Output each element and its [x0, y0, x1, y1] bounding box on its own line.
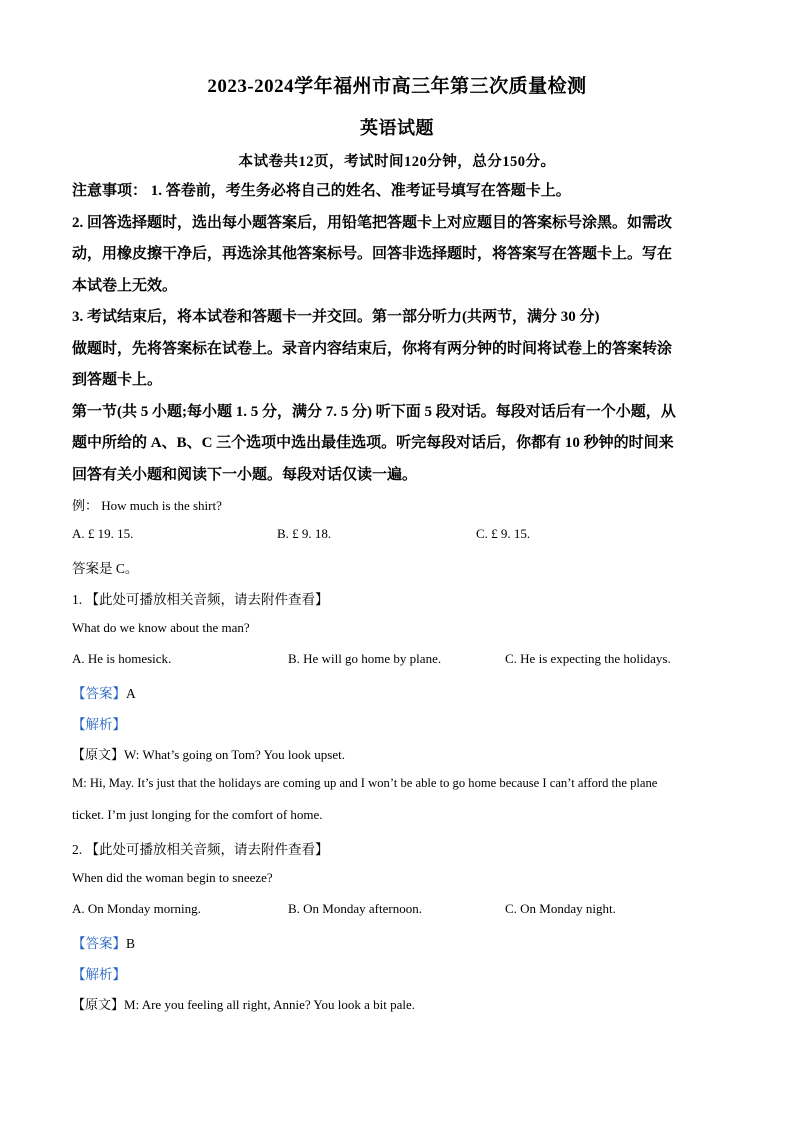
example-option-c: C. £ 9. 15. — [476, 526, 531, 541]
instruction-line: 3. 考试结束后，将本试卷和答题卡一并交回。第一部分听力(共两节，满分 30 分) — [72, 309, 600, 325]
q1-option-a: A. He is homesick. — [72, 651, 172, 666]
q1-analysis-label: 【解析】 — [72, 717, 126, 732]
instruction-line: 到答题卡上。 — [72, 372, 163, 388]
q2-audio-note: 2. 【此处可播放相关音频，请去附件查看】 — [72, 842, 329, 857]
instructions — [72, 176, 726, 491]
transcript-text: M: Are you feeling all right, Annie? You look a bit pale. — [124, 997, 416, 1012]
q1-transcript-2: M: Hi, May. It’s just that the holidays are coming up and I won’t be able to go home because I can’t afford the plane — [72, 776, 658, 790]
q2-option-b: B. On Monday afternoon. — [288, 901, 422, 916]
transcript-text: W: What’s going on Tom? You look upset. — [124, 747, 345, 762]
page-subtitle: 英语试题 — [360, 118, 434, 138]
instruction-line: 2. 回答选择题时，选出每小题答案后，用铅笔把答题卡上对应题目的答案标号涂黑。如需改 — [72, 214, 673, 231]
example-option-b: B. £ 9. 18. — [277, 526, 332, 541]
q1-transcript-1 — [72, 744, 345, 763]
instruction-line: 动，用橡皮擦干净后，再选涂其他答案标号。回答非选择题时，将答案写在答题卡上。写在 — [72, 246, 673, 262]
instruction-line: 做题时，先将答案标在试卷上。录音内容结束后，你将有两分钟的时间将试卷上的答案转涂 — [72, 340, 673, 357]
transcript-label: 【原文】 — [72, 997, 125, 1012]
instruction-line: 注意事项： 1. 答卷前，考生务必将自己的姓名、准考证号填写在答题卡上。 — [72, 183, 571, 199]
instruction-line: 题中所给的 A、B、C 三个选项中选出最佳选项。听完每段对话后，你都有 10 秒钟的时间来 — [72, 435, 674, 451]
answer-label: 【答案】 — [72, 936, 126, 951]
exam-info: 本试卷共12页，考试时间120分钟，总分150分。 — [238, 154, 556, 170]
q2-analysis-label: 【解析】 — [72, 967, 126, 982]
page-title: 2023-2024学年福州市高三年第三次质量检测 — [207, 76, 587, 97]
q2-option-c: C. On Monday night. — [505, 901, 616, 916]
q1-transcript-3: ticket. I’m just longing for the comfort of home. — [72, 807, 323, 822]
example-question: 例： How much is the shirt? — [72, 498, 222, 513]
example-answer: 答案是 C。 — [72, 561, 139, 576]
q2-answer — [72, 932, 135, 952]
example-option-a: A. £ 19. 15. — [72, 526, 134, 541]
answer-label: 【答案】 — [72, 686, 126, 701]
q1-answer — [72, 682, 136, 702]
q2-question: When did the woman begin to sneeze? — [72, 870, 273, 885]
q1-question: What do we know about the man? — [72, 620, 250, 635]
q1-audio-note: 1. 【此处可播放相关音频，请去附件查看】 — [72, 592, 329, 607]
q2-option-a: A. On Monday morning. — [72, 901, 201, 916]
instruction-line: 回答有关小题和阅读下一小题。每段对话仅读一遍。 — [72, 466, 418, 483]
q1-option-c: C. He is expecting the holidays. — [505, 651, 671, 666]
q2-transcript-1 — [72, 994, 415, 1013]
instruction-line: 本试卷上无效。 — [72, 277, 178, 294]
transcript-label: 【原文】 — [72, 747, 125, 762]
answer-value: B — [126, 936, 136, 951]
answer-value: A — [126, 686, 136, 701]
instruction-line: 第一节(共 5 小题;每小题 1. 5 分，满分 7. 5 分) 听下面 5 段对话。每段对话后有一个小题，从 — [72, 403, 676, 420]
q1-option-b: B. He will go home by plane. — [288, 651, 442, 666]
